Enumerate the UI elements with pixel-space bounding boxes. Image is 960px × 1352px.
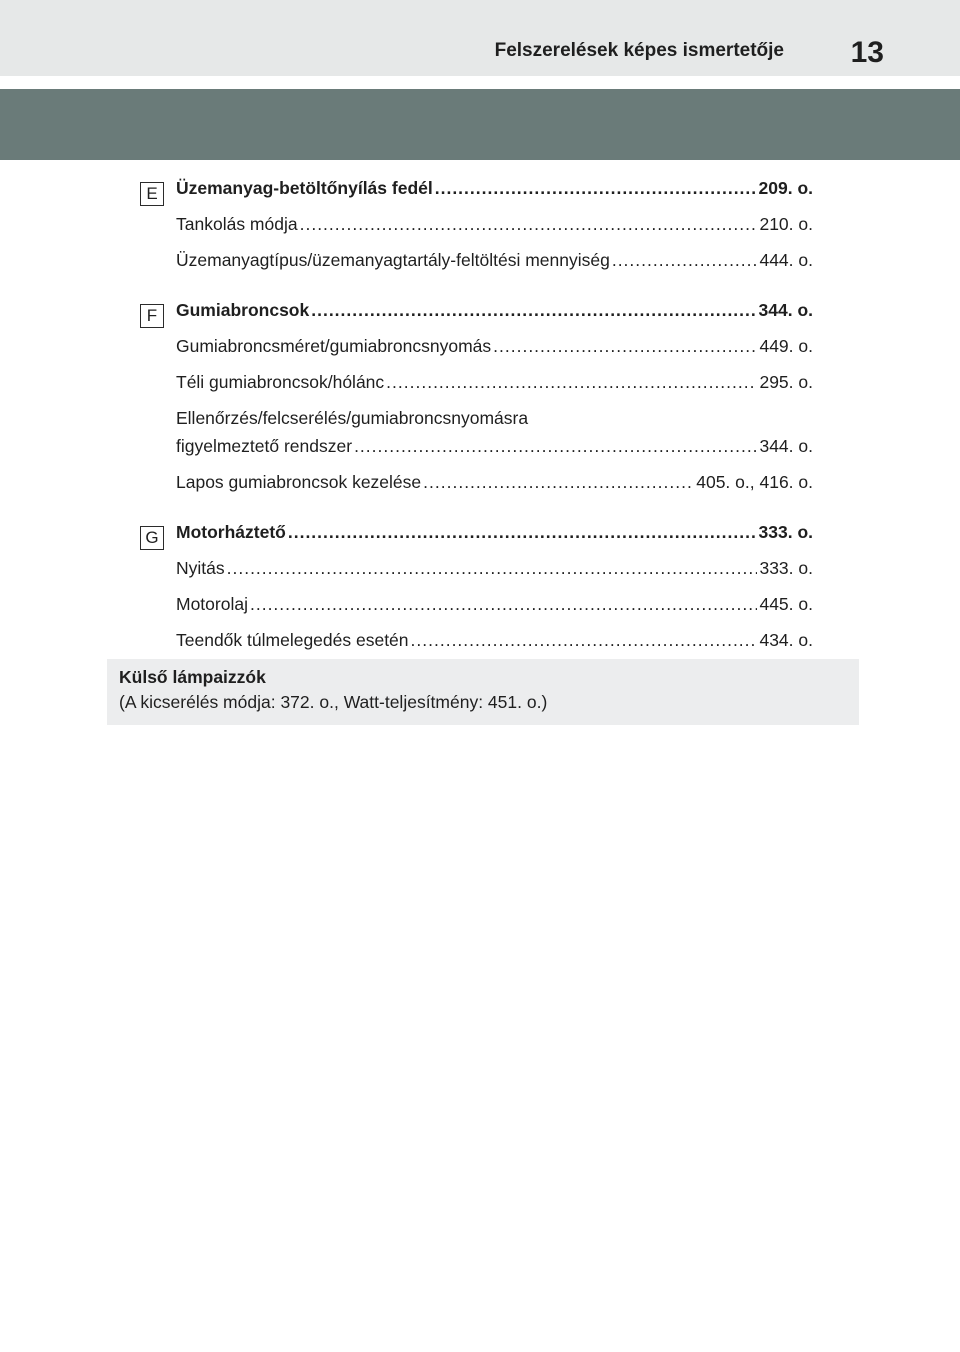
index-entry-multiline[interactable] [176, 406, 813, 458]
section-f [146, 298, 813, 494]
index-entry[interactable]: Motorolaj ..... 445. o. [176, 592, 813, 616]
info-box [107, 659, 859, 725]
entry-second-line: figyelmeztető rendszer ..... 344. o. [176, 434, 813, 458]
section-g [145, 520, 813, 652]
index-content [145, 170, 813, 652]
index-entry[interactable]: Gumiabroncsméret/gumiabroncsnyomás ..... 449. o. [176, 334, 813, 358]
index-entry[interactable]: Lapos gumiabroncsok kezelése ..... 405. o., 416. o. [176, 470, 813, 494]
header-title: Felszerelések képes ismertetője [494, 40, 784, 61]
info-box-title: Külső lámpaizzók [119, 667, 266, 687]
section-label-e: E [140, 182, 164, 206]
section-label-g: G [140, 526, 164, 550]
section-label-f: F [140, 304, 164, 328]
section-e [146, 176, 813, 272]
page-header [0, 0, 960, 76]
index-entry[interactable]: Üzemanyagtípus/üzemanyagtartály-feltöltési mennyiség ..... 444. o. [176, 248, 813, 272]
header-band [0, 89, 960, 160]
section-heading[interactable]: Motorháztető ..... 333. o. [176, 520, 813, 544]
section-heading[interactable]: Gumiabroncsok ..... 344. o. [176, 298, 813, 322]
entry-first-line: Ellenőrzés/felcserélés/gumiabroncsnyomásra [176, 408, 529, 428]
index-entry[interactable]: Téli gumiabroncsok/hólánc ..... 295. o. [176, 370, 813, 394]
section-heading[interactable]: Üzemanyag-betöltőnyílás fedél ..... 209. o. [176, 176, 813, 200]
index-entry[interactable]: Tankolás módja ..... 210. o. [176, 212, 813, 236]
info-box-text: (A kicserélés módja: 372. o., Watt-teljesítmény: 451. o.) [119, 692, 548, 712]
index-entry[interactable]: Teendők túlmelegedés esetén ..... 434. o. [176, 628, 813, 652]
page-number: 13 [850, 36, 884, 69]
index-entry[interactable]: Nyitás ..... 333. o. [176, 556, 813, 580]
